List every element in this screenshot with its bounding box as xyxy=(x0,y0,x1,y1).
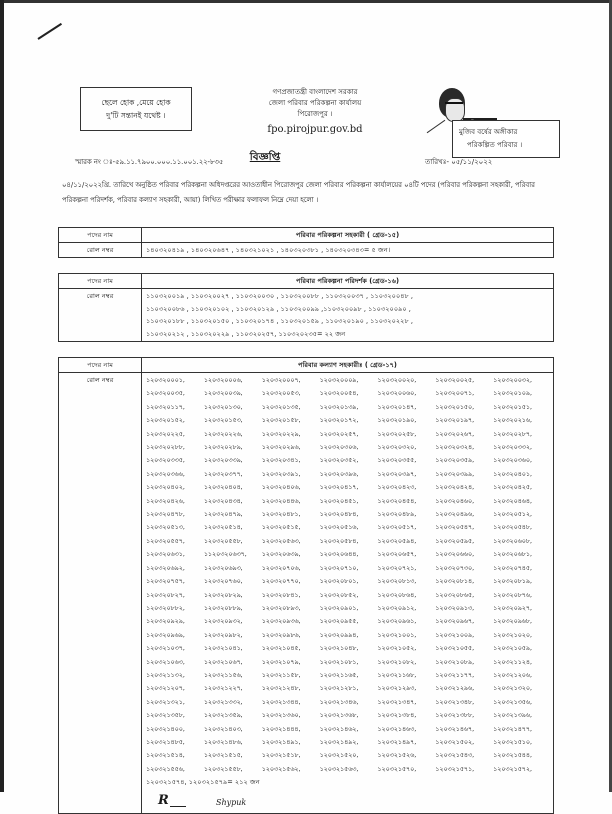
roll-number: ১২০৩২০২২৯, xyxy=(261,430,301,438)
roll-number: ১২০৩২১১৫৬, xyxy=(203,671,243,679)
roll-number: ১২০৩২০৪৬৪, xyxy=(493,497,532,505)
office-name: জেলা পরিবার পরিকল্পনা কার্যালয় xyxy=(268,99,362,107)
roll-number: ১২০৩২০৫১৪, xyxy=(203,524,243,532)
roll-number-grid xyxy=(146,374,549,776)
roll-number: ১২০৩২১০৫৫, xyxy=(435,645,475,653)
roll-number: ১২০৩২০৫৮৪, xyxy=(319,537,359,545)
roll-number: ১২০৩২০৪২৬, xyxy=(146,497,185,505)
roll-number: ১২০৩২০২৫৭, xyxy=(319,430,359,438)
roll-number: ১২০৩২০৬৩৯, xyxy=(261,551,301,559)
roll-number: ১২০৩২১১৩২, xyxy=(146,671,185,679)
roll-number: ১২০৩২০৩৭৭, xyxy=(203,470,243,478)
roll-number: ১২০৩২০৩৫৫, xyxy=(377,457,417,465)
roll-number: ১২০৩২০৮১৩, xyxy=(377,578,417,586)
roll-number: ১২০৩২১৩৪৪, xyxy=(261,698,301,706)
signature-2: Shypuk xyxy=(216,797,247,807)
roll-number: ১২০৩২১০২০, xyxy=(493,631,532,639)
roll-number: ১২০৩২০৯২৭, xyxy=(493,604,532,612)
roll-number: ১২০৩২০৪৮১, xyxy=(261,511,301,519)
roll-number: ১২০৩২০৪৮৪, xyxy=(319,511,359,519)
roll-label: রোল নম্বর xyxy=(59,289,142,342)
roll-number: ১২০৩২১৫১৫, xyxy=(203,752,243,760)
roll-number: ১২০৩২০৫৫৭, xyxy=(146,537,185,545)
roll-number: ১২০৩২০৩২৪, xyxy=(435,444,475,452)
roll-number: ১২০৩২০৪৭৮, xyxy=(146,511,185,519)
roll-number: ১২০৩২০৯৬৭, xyxy=(435,618,475,626)
portrait-glasses xyxy=(445,102,463,108)
notice-title: বিজ্ঞপ্তি xyxy=(249,151,281,163)
roll-number: ১২০৩২১৩৯৬, xyxy=(493,712,532,720)
roll-number: ১২০৩২১১২৪, xyxy=(493,658,532,666)
roll-number: ১২০৩২১৪৯১, xyxy=(261,738,301,746)
roll-number: ১২০৩২০০৩৫, xyxy=(146,390,185,398)
intro-paragraph: ০৪/১১/২০২২খ্রি. তারিখে অনুষ্ঠিত পরিবার পরিকল্পনা অধিদপ্তরের আওতাধীন পিরোজপুর জেলা পরিবার পরিকল্পনা কার্যালয়ের ০৪টি পদের (পরিবার পরিকল্পনা সহকারী, পরিবার পরিকল্পনা পরিদর্শক, পরিবার কল্যাণ সহকারী, আয়া) লিখিত পরীক্ষার ফলাফল নিম্নে দেয়া হলো । xyxy=(62,181,535,204)
roll-number: ১২০৩২০২৫৮, xyxy=(377,430,417,438)
roll-number: ১২০৩২০৩৩৫, xyxy=(146,457,185,465)
roll-number: ১২০৩২০০৩৯, xyxy=(203,390,243,398)
roll-number: ১২০৩২০৮১৪, xyxy=(435,578,475,586)
roll-number: ১২০৩২০৩৩২, xyxy=(493,444,532,452)
roll-number: ১২০৩২১০৪৫, xyxy=(261,645,301,653)
roll-number: ১২০৩২০৩৬৬, xyxy=(146,470,185,478)
roll-number: ১২০৩২০২৮৮, xyxy=(146,444,185,452)
roll-number: ১২০৩২০৪১৭, xyxy=(319,484,359,492)
roll-number: ১২০৩২১২৯৬, xyxy=(435,685,475,693)
roll-number: ১২০৩২০১৯৭, xyxy=(435,417,475,425)
roll-number: ১২০৩২০০৩২, xyxy=(493,377,532,384)
roll-number: ১২০৩২১৫৭২, xyxy=(493,765,532,773)
slogan-left-line-2: দু'টি সন্তানই যথেষ্ট । xyxy=(106,111,166,120)
roll-number: ১২০৩২১৩২০, xyxy=(493,685,532,693)
roll-number: ১২০৩২১১৫৮, xyxy=(261,671,301,679)
roll-number: ১২০৩২১৫০২, xyxy=(435,738,475,746)
roll-number: ১২০৩২০৪০৪, xyxy=(203,484,243,492)
roll-number: ১২০৩২০৬৬০, xyxy=(435,551,475,559)
table-header-row xyxy=(59,358,554,373)
roll-number: ১২০৩২০৩৯৭, xyxy=(377,470,417,478)
roll-number: ১২০৩২০৫১৭, xyxy=(377,524,417,532)
roll-number: ১২০৩২১১৬৮, xyxy=(377,671,417,679)
roll-line: ১১০৩২০০১৯ , ১১০৩২০০২৭ , ১১০৩২০০৩০ , ১১০৩২০০৮৮ , ১১০৩২০০৩৭ , ১১০৩২০০৪৮ , xyxy=(146,292,413,300)
roll-number: ১২০৩২০০০১, xyxy=(146,377,185,384)
roll-label: রোল নম্বর xyxy=(59,243,142,258)
post-name: পরিবার কল্যাণ সহকারীঃ ( গ্রেড-১৭) xyxy=(142,358,554,373)
roll-number: ১২০৩২০৮৪১, xyxy=(261,591,301,599)
signature-area xyxy=(146,790,549,812)
roll-number: ১২০৩২১৫৬৩, xyxy=(319,765,359,773)
roll-number: ১২০৩২১০৮৯, xyxy=(435,658,475,666)
office-header xyxy=(240,87,390,138)
roll-number: ১২০৩২০৬৯২, xyxy=(146,564,185,572)
roll-number: ১২০৩২০০০৬, xyxy=(203,377,243,384)
roll-number: ১২০৩২০৯০১, xyxy=(319,604,359,612)
roll-number: ১২০৩২১০৬৩, xyxy=(146,658,185,666)
scan-edge-top xyxy=(0,0,612,3)
roll-number: ১২০৩২০৩৫৯, xyxy=(435,457,475,465)
roll-number: ১২০৩২০৩৪১, xyxy=(261,457,301,465)
roll-number: ১২০৩২০৮৮৯, xyxy=(203,604,243,612)
government-name: গণপ্রজাতন্ত্রী বাংলাদেশ সরকার xyxy=(272,88,358,96)
roll-number: ১২০৩২১২৯৩, xyxy=(377,685,417,693)
roll-number: ১২০৩২০০০৯, xyxy=(319,377,359,384)
roll-number: ১২০৩২১৫২০, xyxy=(319,752,359,760)
post-label: পদের নাম xyxy=(59,358,142,373)
table-header-row xyxy=(59,228,554,243)
district-name: পিরোজপুর । xyxy=(297,110,333,118)
roll-number: ১২০৩২০১৯০, xyxy=(377,417,417,425)
roll-number: ১২০৩২১৫১৮, xyxy=(261,752,301,760)
post-name: পরিবার পরিকল্পনা সহকারী ( গ্রেড-১৫) xyxy=(142,228,554,243)
roll-number: ১২০৩২১৫১৪, xyxy=(146,752,185,760)
roll-number: ১২০৩২০৩৯৯, xyxy=(435,470,475,478)
roll-number: ১২০৩২০২৬৭, xyxy=(435,430,475,438)
roll-number: ১২০৩২০৯৯৪, xyxy=(319,631,359,639)
roll-number: ১২০৩২০১৭২, xyxy=(319,417,359,425)
roll-number: ১২০৩২০৫৬৩, xyxy=(261,537,301,545)
roll-number: ১২০৩২০৯২৯, xyxy=(146,618,185,626)
roll-number: ১২০৩২০৮৯৩, xyxy=(261,604,301,612)
roll-number: ১২০৩২০৫৫৮, xyxy=(203,537,243,545)
roll-number: ১২০৩২০৮৬৪, xyxy=(377,591,417,599)
roll-number: ১২০৩২০২২৬, xyxy=(203,430,243,438)
slogan-right-line-1: মুজিব বর্ষের অঙ্গীকার xyxy=(459,128,518,136)
roll-number: ১২০৩২০৯৮৬, xyxy=(261,631,301,639)
table-header-row xyxy=(59,274,554,289)
roll-number: ১২০৩২০৯৫৫, xyxy=(319,618,359,626)
roll-number: ১২০৩২১৪৯৭, xyxy=(377,738,417,746)
roll-number: ১২০৩২১৫৪৩, xyxy=(435,752,475,760)
roll-numbers xyxy=(142,373,554,814)
roll-number: ১২০৩২১৩৬৮, xyxy=(319,712,359,720)
roll-number: ১২০৩২১০৪১, xyxy=(203,645,243,653)
roll-number: ১২০৩২০৯১২, xyxy=(377,604,417,612)
roll-number: ১২০৩২০৮২৭, xyxy=(146,591,185,599)
roll-number: ১২০৩২০৩০৬, xyxy=(319,444,359,452)
result-table-fwa xyxy=(58,357,554,814)
roll-number: ১২০৩২০৬৫৭, xyxy=(377,551,417,559)
roll-number: ১২০৩২০৮৮২, xyxy=(146,604,185,612)
roll-number: ১২০৩২১৩৫৮, xyxy=(146,712,185,720)
roll-number: ১২০৩২০৫৯৫, xyxy=(435,537,475,545)
roll-number: ১২০৩২০৩৩৯, xyxy=(203,457,243,465)
roll-number: ১২০৩২০১৫১, xyxy=(493,403,532,411)
roll-number: ১২০৩২০৯৩৬, xyxy=(261,618,301,626)
roll-number: ১২০৩২১৫২৬, xyxy=(377,752,417,760)
roll-number: ১২০৩২০০৫৪, xyxy=(319,390,359,398)
roll-number: ১২০৩২১১৬৫, xyxy=(319,671,359,679)
roll-number: ১২০৩২১২৮১, xyxy=(319,685,359,693)
roll-number: ১২০৩২১৪৮৫, xyxy=(146,738,185,746)
roll-number: ১২০৩২০৪০৬, xyxy=(261,484,301,492)
roll-label: রোল নম্বর xyxy=(59,373,142,814)
result-table-fpa xyxy=(58,227,554,258)
roll-number: ১২০৩২০৪৭৯, xyxy=(203,511,243,519)
roll-number: ১২০৩২১৫৫৬, xyxy=(146,765,185,773)
roll-number: ১২০৩২১৪৬২, xyxy=(319,725,359,733)
roll-line: ১১০৩২০০৮৬ , ১১০৩২০১০২ , ১১০৩২০১২৯ , ১১০৩২০০৯৯ ,১১০৩২০০৯৮ , ১১০৩২০০৯০ , xyxy=(146,304,411,313)
roll-number: ১২০৩২১৪৪৪, xyxy=(261,725,301,733)
slogan-box-left xyxy=(80,87,192,131)
roll-number: ১২০৩২১০৬৭, xyxy=(203,658,243,666)
roll-number: ১২০৩২০৪৬০, xyxy=(435,497,475,505)
roll-number: ১২০৩২০৩৯১, xyxy=(261,470,301,478)
roll-number: ১২০৩২০৫৪৮, xyxy=(493,524,532,532)
roll-number: ১২০৩২০১৪৭, xyxy=(377,403,417,411)
post-label: পদের নাম xyxy=(59,228,142,243)
roll-number: ১২০৩২০৮১৯, xyxy=(493,578,532,586)
roll-number: ১২০৩২১৪০০, xyxy=(146,725,185,733)
roll-number: ১২০৩২১২৪৮, xyxy=(261,685,301,693)
roll-number: ১২০৩২০০২০, xyxy=(377,377,417,384)
roll-number: ১২০৩২০১০৯, xyxy=(493,390,532,398)
roll-number: ১২০৩২০৯১৩, xyxy=(435,604,475,612)
roll-number: ১২০৩২১৫৫৮, xyxy=(203,765,243,773)
roll-number: ১২০৩২১৫১০, xyxy=(493,738,532,746)
roll-number: ১২০৩২০০০৭, xyxy=(261,377,301,384)
roll-number: ১২০৩২০৭৩০, xyxy=(435,564,475,572)
roll-number: ১২০৩২১১৭৭, xyxy=(435,671,475,679)
roll-number: ১২০৩২০৭৫৭, xyxy=(146,578,185,586)
roll-number: ১২০৩২১০০৯, xyxy=(435,631,475,639)
roll-number: ১২০৩২১৪৮৬, xyxy=(203,738,243,746)
roll-number: ১২০৩২০১৩০, xyxy=(203,403,243,411)
roll-number: ১২০৩২১৩৮৪, xyxy=(377,712,417,720)
roll-number: ১২০৩২১৪৭৭, xyxy=(493,725,532,733)
roll-number: ১২০৩২১৩৬০, xyxy=(261,712,301,720)
roll-number: ১২০৩২১৪৬৩, xyxy=(377,725,417,733)
roll-number: ১২০৩২০৫৯৪, xyxy=(377,537,417,545)
slogan-box-right xyxy=(452,120,560,158)
roll-number: ১২০৩২০৮০১, xyxy=(319,578,359,586)
post-label: পদের নাম xyxy=(59,274,142,289)
pen-mark xyxy=(37,23,62,40)
roll-number: ১২০৩২০২১৬, xyxy=(493,417,532,425)
roll-number: ১২০৩২১৩৪৭, xyxy=(377,698,417,706)
roll-number: ১২০৩২০৯৮২, xyxy=(203,631,243,639)
table-row xyxy=(59,289,554,342)
roll-number: ১২০৩২০১৩৫, xyxy=(261,403,301,411)
roll-number: ১২০৩২০৬০৮, xyxy=(493,537,532,545)
roll-number: ১২০৩২১৩৫৯, xyxy=(203,712,243,720)
roll-number: ১২০৩২০৯৬১, xyxy=(377,618,417,626)
roll-numbers: ১৪০৩২০৪১৯ , ১৪০৩২০৬৪৭ , ১৪০৩২১০২১ , ১৪০৩২০৩৮১ , ১৪০৩২০৩৪৩= ৫ জন। xyxy=(142,243,554,258)
roll-number: ১২০৩২০৪৩৪, xyxy=(203,497,243,505)
roll-number: ১২০৩২০৫১৫, xyxy=(261,524,301,532)
roll-number: ১২০৩২০৪৫৪, xyxy=(377,497,417,505)
roll-number: ১২০৩২০৬৩১, xyxy=(146,551,185,559)
roll-number: ১২০৩২১৩৪৮, xyxy=(435,698,475,706)
roll-number: ১২০৩২১০৫২, xyxy=(377,645,417,653)
roll-number: ১১২০৩২০৬৩৭, xyxy=(203,551,247,559)
roll-number: ১২০৩২১২০৭, xyxy=(146,685,185,693)
roll-number: ১২০৩২০৪৮৯, xyxy=(377,511,417,519)
roll-number: ১২০৩২০২২৫, xyxy=(146,430,185,438)
roll-number: ১২০৩২০৭৬০, xyxy=(203,578,243,586)
roll-line: ১১০৩২০১৮৮ , ১১০৩২০১৫০ , ১১০৩২০১৭৪ , ১১০৩২০১৫৯ , ১১০৩২০১৯০ , ১১০৩২০২২৮ , xyxy=(146,317,413,325)
roll-numbers xyxy=(142,289,554,342)
roll-number: ১২০৩২০৫১৩, xyxy=(146,524,185,532)
roll-number: ১২০৩২০১৫২, xyxy=(146,417,185,425)
roll-number: ১২০৩২১৩২১, xyxy=(146,698,185,706)
roll-number: ১২০৩২০২৮৭, xyxy=(493,430,532,438)
roll-number: ১২০৩২০৪০১, xyxy=(493,470,532,478)
table-row xyxy=(59,373,554,814)
roll-number: ১২০৩২০৯৬৮, xyxy=(493,618,532,626)
table-row xyxy=(59,243,554,258)
roll-number: ১২০৩২০৪৪৬, xyxy=(261,497,301,505)
signature-1: R xyxy=(158,792,169,808)
roll-number: ১২০৩২০৩৬০, xyxy=(493,457,532,465)
website-link[interactable]: fpo.pirojpur.gov.bd xyxy=(267,124,363,135)
roll-number: ১২০৩২১৫৭১, xyxy=(435,765,475,773)
roll-number: ১২০৩২০১৫০, xyxy=(435,403,475,411)
roll-number: ১২০৩২০৫১২, xyxy=(493,511,532,519)
roll-number: ১২০৩২১০৮২, xyxy=(377,658,417,666)
roll-line: ১১০৩২০২১২ , ১১০৩২০২২৯ , ১১০৩২০২৫৭, ১১০৩২০২৩৫= ২২ জন xyxy=(146,329,346,338)
roll-number: ১২০৩২১৫৬২, xyxy=(261,765,301,773)
scan-edge-left xyxy=(0,0,4,792)
roll-number: ১২০৩২০৪৫১, xyxy=(319,497,359,505)
roll-number: ১২০৩২০৪০২, xyxy=(146,484,185,492)
roll-number: ১২০৩২১৩৪৬, xyxy=(319,698,359,706)
roll-number: ১২০৩২০২৮৯, xyxy=(203,444,243,452)
roll-number: ১২০৩২০৩২০, xyxy=(377,444,417,452)
signature-1-stroke xyxy=(170,806,186,807)
roll-number: ১২০৩২০৭৪৫, xyxy=(493,564,532,572)
roll-number: ১২০৩২১০৭৯, xyxy=(261,658,301,666)
roll-number: ১২০৩২০০২৫, xyxy=(435,377,475,384)
roll-number: ১২০৩২০১৫৩, xyxy=(203,417,243,425)
roll-number: ১২০৩২০৮৫২, xyxy=(319,591,359,599)
roll-number: ১২০৩২০৯৬৯, xyxy=(146,631,185,639)
roll-number: ১২০৩২১০৮১, xyxy=(319,658,359,666)
slogan-left-line-1: ছেলে হোক ,মেয়ে হোক xyxy=(101,98,171,107)
result-table-fpi xyxy=(58,273,554,342)
roll-number: ১২০৩২০৩৯৬, xyxy=(319,470,359,478)
roll-number: ১২০৩২১৩৩২, xyxy=(203,698,243,706)
roll-number: ১২০৩২০৪২৩, xyxy=(377,484,417,492)
roll-number: ১২০৩২০৬৪৪, xyxy=(319,551,359,559)
roll-number: ১২০৩২০৭২১, xyxy=(377,564,417,572)
roll-number: ১২০৩২০৬৮১, xyxy=(493,551,532,559)
roll-number: ১২০৩২০৮৭৬, xyxy=(493,591,532,599)
roll-number: ১২০৩২১৪৯২, xyxy=(319,738,359,746)
roll-number: ১২০৩২০১৫৮, xyxy=(261,417,301,425)
roll-number: ১২০৩২১৪০৩, xyxy=(203,725,243,733)
roll-number: ১২০৩২১৩৮৮, xyxy=(435,712,475,720)
memo-number: স্মারক নং ঃ-৫৯.১১.৭৯০০.০০০.১১.০০১.২২-৮৩৫ xyxy=(75,158,224,166)
roll-number: ১২০৩২০৬৯৩, xyxy=(203,564,243,572)
roll-number: ১২০৩২১৫৭০, xyxy=(377,765,417,773)
roll-number: ১২০৩২১০৩৭, xyxy=(146,645,185,653)
roll-number: ১২০৩২১২২৭, xyxy=(203,685,243,693)
roll-number: ১২০৩২০৪৯৬, xyxy=(435,511,475,519)
roll-number: ১২০৩২১৪৬৭, xyxy=(435,725,475,733)
roll-number: ১২০৩২০৭০৬, xyxy=(261,564,301,572)
roll-number: ১২০৩২০৭১০, xyxy=(319,564,359,572)
roll-number: ১২০৩২১০৪৮, xyxy=(319,645,359,653)
roll-number: ১২০৩২০৫১৬, xyxy=(319,524,359,532)
roll-number: ১২০৩২১২০৬, xyxy=(493,671,532,679)
logo-pointer-line xyxy=(427,120,446,133)
roll-total: ১২০৩২১৫৭৪, ১২০৩২১৫৭৯= ২১২ জন xyxy=(146,778,260,787)
post-name: পরিবার পরিকল্পনা পরিদর্শক (গ্রেড-১৬) xyxy=(142,274,554,289)
roll-number: ১২০৩২০০৬০, xyxy=(377,390,417,398)
roll-number: ১২০৩২০৪২৪, xyxy=(435,484,475,492)
roll-number: ১২০৩২০৮২৯, xyxy=(203,591,243,599)
memo-date: তারিখঃ- ০৫/১১/২০২২ xyxy=(425,158,493,166)
roll-number: ১২০৩২১০০১, xyxy=(377,631,417,639)
roll-number: ১২০৩২১৫৪৪, xyxy=(493,752,532,760)
roll-number: ১২০৩২০৯৩২, xyxy=(203,618,243,626)
roll-number: ১২০৩২০১১৭, xyxy=(146,403,185,411)
roll-number: ১২০৩২০১৩৯, xyxy=(319,403,359,411)
roll-number: ১২০৩২০৭৭০, xyxy=(261,578,301,586)
roll-number: ১২০৩২১০৫৯, xyxy=(493,645,532,653)
slogan-right-line-2: পরিকল্পিত পরিবার । xyxy=(467,141,523,149)
roll-number: ১২০৩২০০৫৩, xyxy=(261,390,301,398)
roll-number: ১২০৩২০৩৫২, xyxy=(319,457,359,465)
roll-number: ১২০৩২০৪২৫, xyxy=(493,484,532,492)
roll-number: ১২০৩২০০৭১, xyxy=(435,390,475,398)
roll-number: ১২০৩২১৩৫৬, xyxy=(493,698,532,706)
roll-number: ১২০৩২০৮৬৫, xyxy=(435,591,475,599)
roll-number: ১২০৩২০৫৪৭, xyxy=(435,524,475,532)
roll-number: ১২০৩২০২৯৬, xyxy=(261,444,301,452)
